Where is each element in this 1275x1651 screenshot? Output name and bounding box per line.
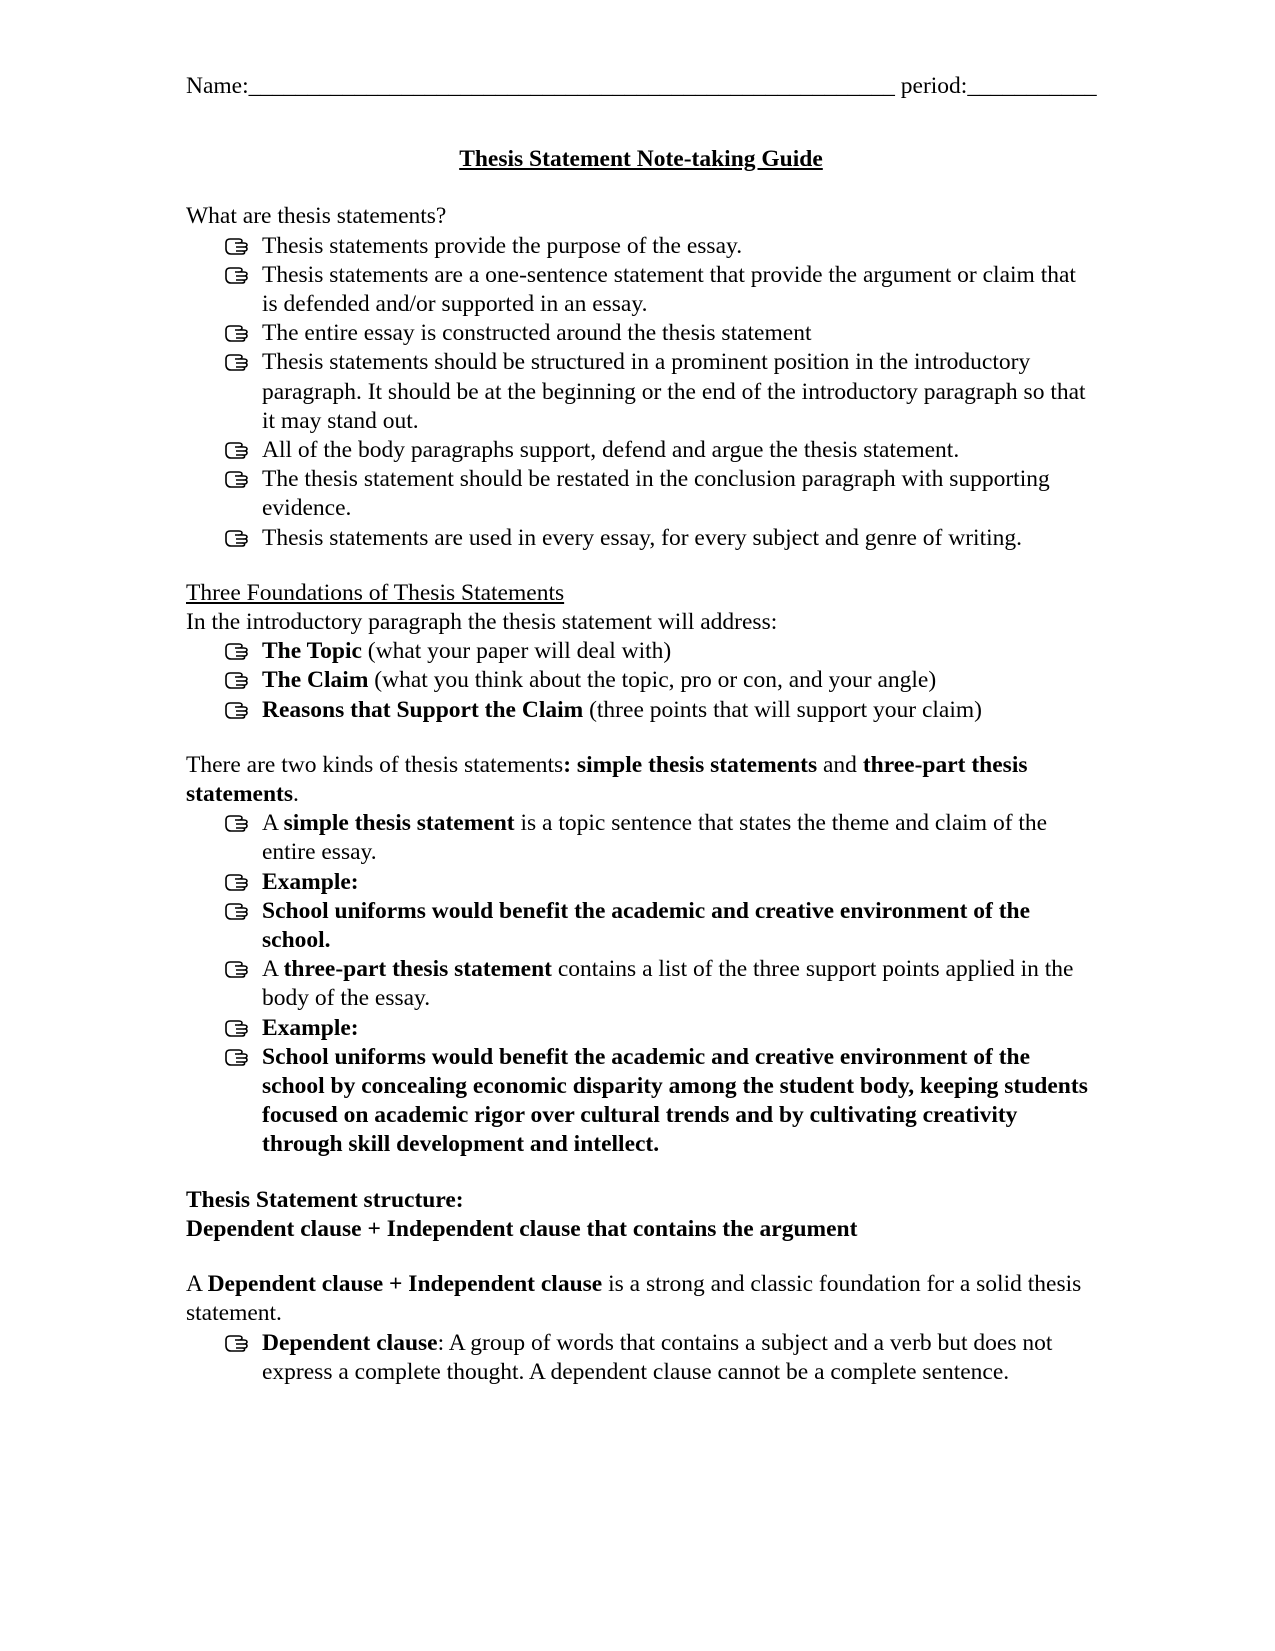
section2-intro: In the introductory paragraph the thesis statement will address: — [186, 609, 778, 636]
name-label: Name: — [186, 73, 249, 99]
hand-pointer-bullet-icon — [224, 350, 250, 374]
hand-pointer-bullet-icon — [224, 957, 250, 981]
section4-paragraph: A Dependent clause + Independent clause is a strong and classic foundation for a solid thesis statement. — [186, 1271, 1082, 1327]
list-item: Thesis statements provide the purpose of the essay. — [262, 232, 1096, 261]
list-item: Thesis statements are a one-sentence statement that provide the argument or claim that is defended and/or supported in an essay. — [262, 261, 1096, 319]
section2-bullet-list — [186, 637, 1096, 725]
hand-pointer-bullet-icon — [224, 668, 250, 692]
document-title: Thesis Statement Note-taking Guide — [459, 146, 823, 173]
hand-pointer-bullet-icon — [224, 870, 250, 894]
hand-pointer-bullet-icon — [224, 263, 250, 287]
hand-pointer-bullet-icon — [224, 1331, 250, 1355]
section2-heading: Three Foundations of Thesis Statements — [186, 579, 565, 606]
hand-pointer-bullet-icon — [224, 639, 250, 663]
period-label: period: — [894, 73, 968, 99]
list-item: A simple thesis statement is a topic sentence that states the theme and claim of the entire essay. — [262, 809, 1096, 867]
list-item: Dependent clause: A group of words that contains a subject and a verb but does not express a complete thought. A dependent clause cannot be a complete sentence. — [262, 1329, 1096, 1387]
hand-pointer-bullet-icon — [224, 321, 250, 345]
section3-intro: There are two kinds of thesis statements: simple thesis statements and three-part thesis statements. — [186, 751, 1028, 808]
section4-heading2: Dependent clause + Independent clause that contains the argument — [186, 1215, 858, 1242]
list-item: A three-part thesis statement contains a list of the three support points applied in the body of the essay. — [262, 955, 1096, 1013]
list-item: Reasons that Support the Claim (three points that will support your claim) — [262, 696, 1096, 725]
list-item: The Claim (what you think about the topic, pro or con, and your angle) — [262, 666, 1096, 695]
section3-bullet-list — [186, 809, 1096, 1159]
foundation-topic: The Topic — [262, 638, 362, 665]
list-item: Thesis statements should be structured in a prominent position in the introductory paragraph. It should be at the beginning or the end of the introductory paragraph so that it may stand out. — [262, 348, 1096, 436]
list-item: School uniforms would benefit the academic and creative environment of the school. — [262, 897, 1096, 955]
name-period-line — [186, 72, 1096, 101]
hand-pointer-bullet-icon — [224, 438, 250, 462]
hand-pointer-bullet-icon — [224, 1045, 250, 1069]
hand-pointer-bullet-icon — [224, 467, 250, 491]
hand-pointer-bullet-icon — [224, 1016, 250, 1040]
hand-pointer-bullet-icon — [224, 526, 250, 550]
hand-pointer-bullet-icon — [224, 811, 250, 835]
hand-pointer-bullet-icon — [224, 234, 250, 258]
section4-bullet-list — [186, 1329, 1096, 1387]
name-blank[interactable]: _______________________________________________________ — [248, 73, 895, 99]
list-item: School uniforms would benefit the academic and creative environment of the school by concealing economic disparity among the student body, keeping students focused on academic rigor over cultural trends and by cultivating creativity through skill development and intellect. — [262, 1043, 1096, 1160]
hand-pointer-bullet-icon — [224, 899, 250, 923]
foundation-reasons: Reasons that Support the Claim — [262, 696, 584, 723]
list-item: Thesis statements are used in every essay, for every subject and genre of writing. — [262, 524, 1096, 553]
list-item: Example: — [262, 868, 1096, 897]
document-page — [186, 72, 1096, 1387]
section4-heading1: Thesis Statement structure: — [186, 1186, 464, 1213]
list-item: All of the body paragraphs support, defend and argue the thesis statement. — [262, 436, 1096, 465]
period-blank[interactable]: ___________ — [967, 73, 1097, 99]
list-item: Example: — [262, 1014, 1096, 1043]
list-item: The thesis statement should be restated in the conclusion paragraph with supporting evidence. — [262, 465, 1096, 523]
section1-bullet-list — [186, 232, 1096, 553]
list-item: The entire essay is constructed around the thesis statement — [262, 319, 1096, 348]
foundation-claim: The Claim — [262, 667, 369, 694]
list-item: The Topic (what your paper will deal with) — [262, 637, 1096, 666]
section1-question: What are thesis statements? — [186, 203, 447, 230]
hand-pointer-bullet-icon — [224, 698, 250, 722]
